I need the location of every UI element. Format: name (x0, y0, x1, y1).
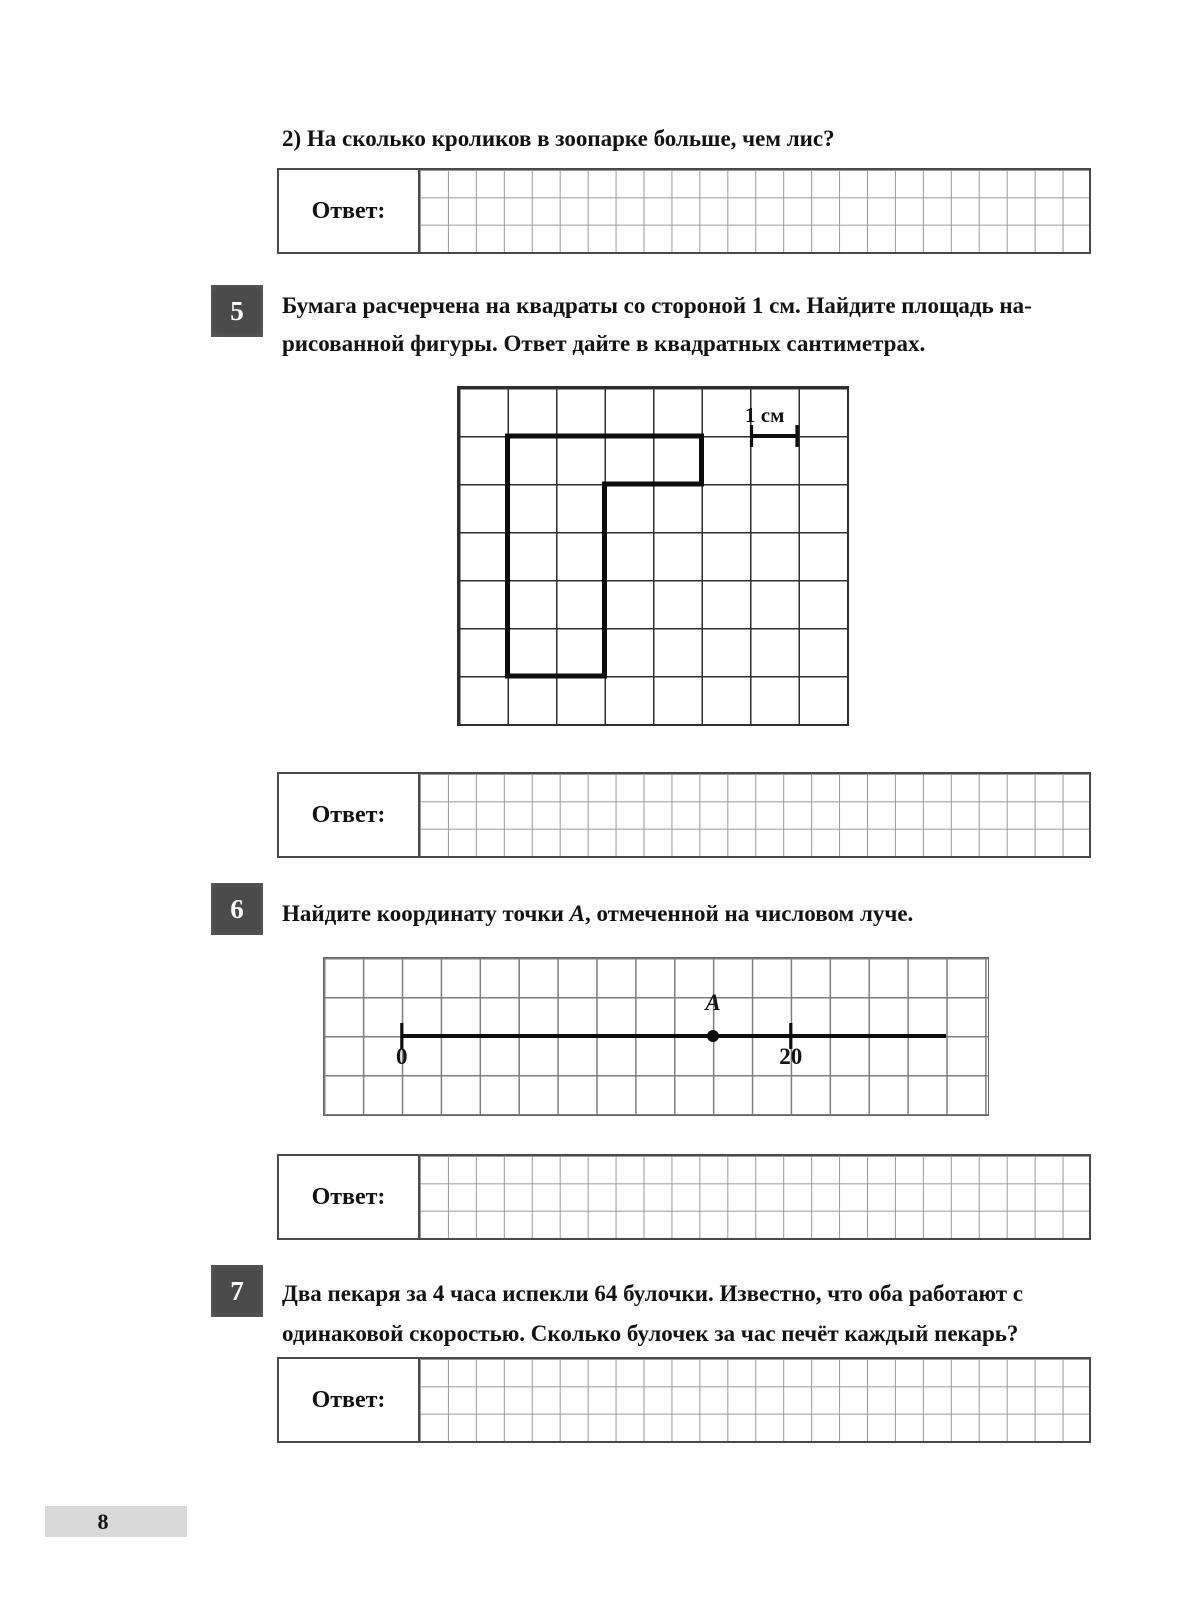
answer-label: Ответ: (279, 170, 420, 252)
answer-label: Ответ: (279, 1359, 420, 1441)
problem5-figure-grid (457, 386, 849, 726)
problem5-figure-drawing (459, 388, 847, 724)
problem6-point-name: А (569, 901, 585, 926)
answer-writing-grid (420, 1359, 1089, 1441)
answer-box-problem5 (277, 772, 1091, 858)
scale-label: 1 см (745, 403, 785, 427)
problem5-text-line2: рисованной фигуры. Ответ дайте в квадратных сантиметрах. (282, 331, 926, 356)
numberline-drawing (324, 958, 986, 1114)
numberline-zero-label: 0 (396, 1044, 408, 1069)
answer-writing-grid (420, 1156, 1089, 1238)
problem6-text-suffix: , отмеченной на числовом луче. (584, 901, 914, 926)
problem6-text (282, 895, 1094, 933)
problem5-number-badge (211, 285, 263, 337)
answer-box-question2 (277, 168, 1091, 254)
problem5-text (282, 287, 1094, 363)
scale-measure (750, 425, 799, 447)
answer-label: Ответ: (279, 774, 420, 856)
problem5-text-line1: Бумага расчерчена на квадраты со стороной 1 см. Найдите площадь на- (282, 293, 1032, 318)
numberline-point-a-label: A (705, 990, 721, 1015)
numberline-point-a-dot (707, 1030, 719, 1042)
page-number: 8 (97, 1508, 109, 1534)
numberline-grid (323, 957, 989, 1116)
numberline-twenty-label: 20 (779, 1044, 803, 1069)
problem7-number-badge (211, 1265, 263, 1317)
problem6-number: 6 (230, 893, 244, 924)
problem7-text (282, 1274, 1094, 1354)
question2-text: 2) На сколько кроликов в зоопарке больше, чем лис? (282, 126, 835, 151)
problem6-text-prefix: Найдите координату точки (282, 901, 570, 926)
page-number-bar (45, 1506, 187, 1537)
answer-box-problem6 (277, 1154, 1091, 1240)
problem6-number-badge (211, 883, 263, 935)
problem7-text-line2: одинаковой скоростью. Сколько булочек за час печёт каждый пекарь? (282, 1321, 1019, 1346)
problem7-text-line1: Два пекаря за 4 часа испекли 64 булочки. Известно, что оба работают с (282, 1281, 1024, 1306)
answer-writing-grid (420, 170, 1089, 252)
figure-shape (508, 436, 702, 676)
problem7-number: 7 (230, 1275, 244, 1306)
answer-label: Ответ: (279, 1156, 420, 1238)
problem5-number: 5 (230, 295, 244, 326)
answer-writing-grid (420, 774, 1089, 856)
answer-box-problem7 (277, 1357, 1091, 1443)
